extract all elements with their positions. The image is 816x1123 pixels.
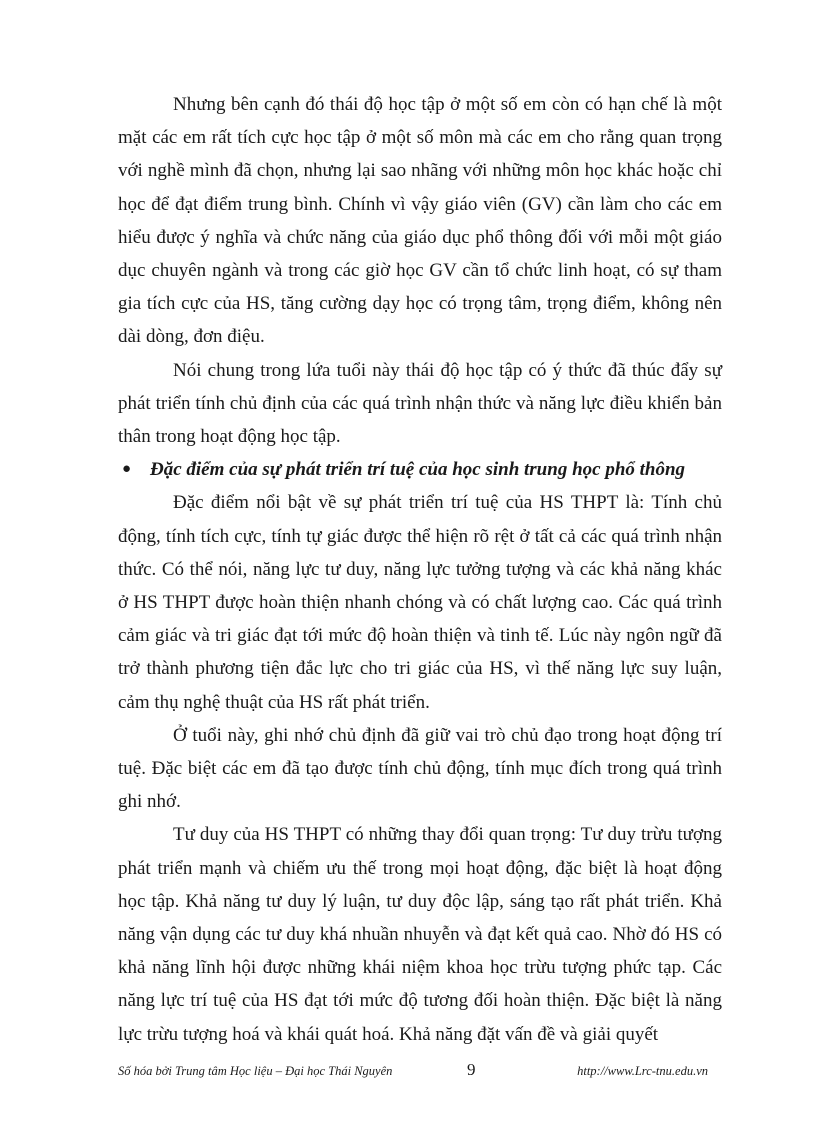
page-footer bbox=[118, 1060, 708, 1084]
section-heading-text: Đặc điểm của sự phát triển trí tuệ của học sinh trung học phổ thông bbox=[150, 459, 686, 481]
page-body bbox=[118, 88, 722, 1051]
bullet-icon: ● bbox=[122, 461, 132, 478]
page-number: 9 bbox=[467, 1060, 476, 1079]
section-heading bbox=[118, 453, 722, 486]
footer-source: Số hóa bởi Trung tâm Học liệu – Đại học Thái Nguyên bbox=[118, 1064, 393, 1078]
footer-url: http://www.Lrc-tnu.edu.vn bbox=[577, 1064, 708, 1078]
paragraph-attitude-summary: Nói chung trong lứa tuổi này thái độ học tập có ý thức đã thúc đẩy sự phát triển tính chủ định của các quá trình nhận thức và năng lực điều khiển bản thân trong hoạt động học tập. bbox=[118, 359, 722, 448]
paragraph-thinking: Tư duy của HS THPT có những thay đổi quan trọng: Tư duy trừu tượng phát triển mạnh và chiếm ưu thế trong mọi hoạt động, đặc biệt là hoạt động học tập. Khả năng tư duy lý luận, tư duy độc lập, sáng tạo rất phát triển. Khả năng vận dụng các tư duy khá nhuần nhuyễn và đạt kết quả cao. Nhờ đó HS có khả năng lĩnh hội được những khái niệm khoa học trừu tượng phức tạp. Các năng lực trí tuệ của HS đạt tới mức độ tương đối hoàn thiện. Đặc biệt là năng lực trừu tượng hoá và khái quát hoá. Khả năng đặt vấn đề và giải quyết bbox=[118, 824, 722, 1045]
paragraph-attitude-limitations: Nhưng bên cạnh đó thái độ học tập ở một số em còn có hạn chế là một mặt các em rất tích cực học tập ở một số môn mà các em cho rằng quan trọng với nghề mình đã chọn, nhưng lại sao nhãng với những môn học khác hoặc chỉ học để đạt điểm trung bình. Chính vì vậy giáo viên (GV) cần làm cho các em hiểu được ý nghĩa và chức năng của giáo dục phổ thông đối với mỗi một giáo dục chuyên ngành và trong các giờ học GV cần tổ chức linh hoạt, có sự tham gia tích cực của HS, tăng cường dạy học có trọng tâm, trọng điểm, không nên dài dòng, đơn điệu. bbox=[118, 94, 722, 348]
paragraph-memory: Ở tuổi này, ghi nhớ chủ định đã giữ vai trò chủ đạo trong hoạt động trí tuệ. Đặc biệt các em đã tạo được tính chủ động, tính mục đích trong quá trình ghi nhớ. bbox=[118, 724, 722, 813]
paragraph-intellectual-development: Đặc điểm nổi bật về sự phát triển trí tuệ của HS THPT là: Tính chủ động, tính tích cực, tính tự giác được thể hiện rõ rệt ở tất cả các quá trình nhận thức. Có thể nói, năng lực tư duy, năng lực tưởng tượng và các khả năng khác ở HS THPT được hoàn thiện nhanh chóng và có chất lượng cao. Các quá trình cảm giác và tri giác đạt tới mức độ hoàn thiện và tinh tế. Lúc này ngôn ngữ đã trở thành phương tiện đắc lực cho tri giác của HS, vì thế năng lực suy luận, cảm thụ nghệ thuật của HS rất phát triển. bbox=[118, 492, 722, 713]
